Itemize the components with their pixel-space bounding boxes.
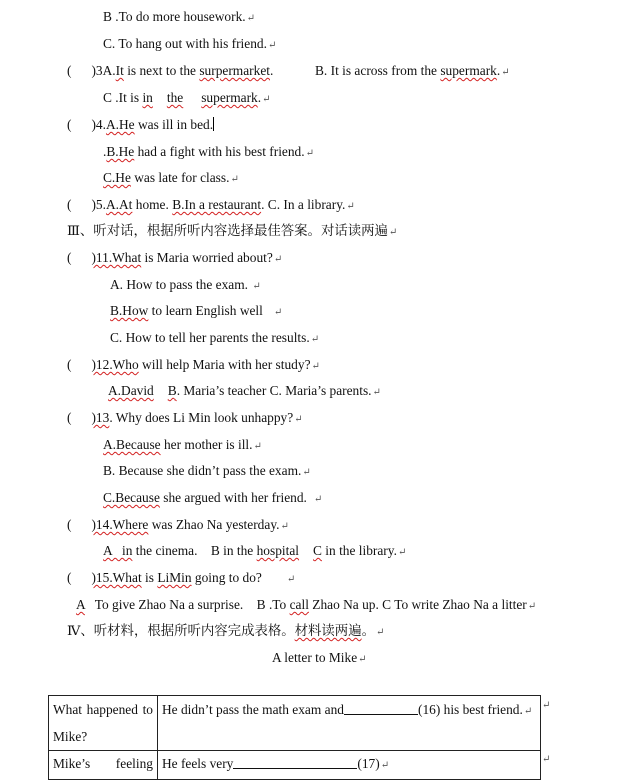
option-3b: B. It is across from the supermark.↵ — [315, 63, 510, 78]
return-mark-icon: ↵ — [286, 574, 296, 585]
table-row — [49, 696, 541, 751]
option-13b: B. Because she didn’t pass the exam.↵ — [103, 463, 311, 478]
table-row — [49, 751, 541, 780]
table-label-cell: What happened to Mike? — [49, 696, 158, 751]
return-mark-icon: ↵ — [527, 601, 537, 612]
text-cursor — [213, 117, 214, 131]
return-mark-icon: ↵ — [311, 361, 320, 372]
return-mark-icon: ↵ — [358, 654, 367, 665]
answer-blank-16[interactable] — [344, 702, 418, 715]
option-11c: C. How to tell her parents the results.↵ — [110, 330, 320, 345]
return-mark-icon: ↵ — [267, 40, 277, 51]
question-13: ( )13. Why does Li Min look unhappy?↵ — [67, 410, 303, 425]
return-mark-icon: ↵ — [294, 414, 303, 425]
return-mark-icon: ↵ — [262, 94, 271, 105]
options-15: A To give Zhao Na a surprise. B .To call Zhao Na up. C To write Zhao Na a litter↵ — [76, 597, 537, 612]
return-mark-icon: ↵ — [397, 547, 407, 558]
option-13c: C.Because she argued with her friend. ↵ — [103, 490, 323, 505]
question-4: ( )4.A.He was ill in bed. — [67, 117, 214, 132]
answer-table — [48, 695, 541, 780]
option-2b: B .To do more housework.↵ — [103, 9, 256, 24]
return-mark-icon: ↵ — [346, 201, 355, 212]
option-3c: C .It is in the supermark.↵ — [103, 90, 271, 105]
return-mark-icon: ↵ — [388, 227, 398, 238]
return-mark-icon: ↵ — [253, 441, 262, 452]
table-label-cell: Mike’s feeling — [49, 751, 158, 780]
return-mark-icon: ↵ — [501, 67, 510, 78]
option-2c: C. To hang out with his friend.↵ — [103, 36, 277, 51]
letter-title: A letter to Mike↵ — [272, 650, 367, 665]
return-mark-icon: ↵ — [302, 467, 311, 478]
return-mark-icon: ↵ — [310, 334, 320, 345]
question-5: ( )5.A.At home. B.In a restaurant. C. In a library.↵ — [67, 197, 355, 212]
return-mark-icon: ↵ — [372, 387, 381, 398]
return-mark-icon: ↵ — [523, 706, 533, 717]
row-end-mark-icon: ↵ — [542, 700, 551, 711]
return-mark-icon: ↵ — [305, 148, 314, 159]
return-mark-icon: ↵ — [380, 760, 390, 771]
return-mark-icon: ↵ — [273, 254, 283, 265]
return-mark-icon: ↵ — [230, 174, 239, 185]
question-14: ( )14.Where was Zhao Na yesterday.↵ — [67, 517, 289, 532]
table-content-cell: He feels very (17)↵ — [158, 751, 541, 780]
question-3: ( )3A.It is next to the surpermarket. — [67, 63, 274, 78]
return-mark-icon: ↵ — [280, 521, 289, 532]
return-mark-icon: ↵ — [246, 13, 256, 24]
return-mark-icon: ↵ — [273, 307, 283, 318]
return-mark-icon: ↵ — [313, 494, 323, 505]
row-end-mark-icon: ↵ — [542, 754, 551, 765]
options-14: A in the cinema. B in the hospital C in the library.↵ — [103, 543, 407, 558]
option-4c: C.He was late for class.↵ — [103, 170, 239, 185]
table-content-cell: He didn’t pass the math exam and (16) his best friend.↵ — [158, 696, 541, 751]
return-mark-icon: ↵ — [375, 627, 385, 638]
return-mark-icon: ↵ — [252, 281, 261, 292]
option-11a: A. How to pass the exam. ↵ — [110, 277, 261, 292]
section-4-heading: Ⅳ、听材料，根据所听内容完成表格。材料读两遍。↵ — [67, 623, 385, 638]
answer-blank-17[interactable] — [233, 756, 357, 769]
question-15: ( )15.What is LiMin going to do? ↵ — [67, 570, 296, 585]
question-11: ( )11.What is Maria worried about?↵ — [67, 250, 283, 265]
section-3-heading: Ⅲ、听对话，根据所听内容选择最佳答案。对话读两遍↵ — [67, 223, 398, 238]
option-11b: B.How to learn English well ↵ — [110, 303, 283, 318]
option-13a: A.Because her mother is ill.↵ — [103, 437, 262, 452]
option-4b: .B.He had a fight with his best friend.↵ — [103, 144, 314, 159]
options-12: A.David B. Maria’s teacher C. Maria’s parents.↵ — [108, 383, 381, 398]
question-12: ( )12.Who will help Maria with her study?↵ — [67, 357, 320, 372]
